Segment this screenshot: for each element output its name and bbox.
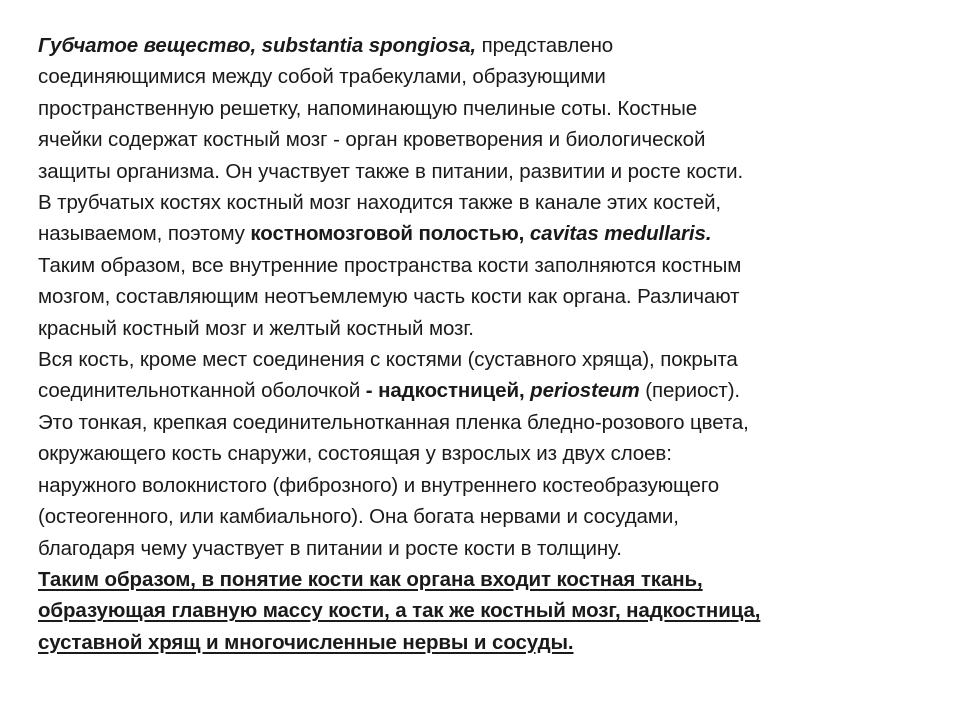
paragraph-spongy-substance <box>38 30 938 187</box>
text-line: Таким образом, все внутренние пространства кости заполняются костным <box>38 253 742 277</box>
text-fragment: соединительнотканной оболочкой <box>38 379 366 403</box>
term-cavitas-medullaris: cavitas medullaris. <box>529 222 712 246</box>
text-line: (остеогенного, или камбиального). Она богата нервами и сосудами, <box>38 505 679 529</box>
text-fragment: называемом, поэтому <box>38 222 251 246</box>
text-line: защиты организма. Он участвует также в питании, развитии и росте кости. <box>38 159 744 183</box>
text-line: наружного волокнистого (фиброзного) и внутреннего костеобразующего <box>38 473 720 497</box>
text-fragment: (периост). <box>639 379 741 403</box>
text-line: Вся кость, кроме мест соединения с костями (суставного хряща), покрыта <box>38 348 738 372</box>
term-spongy-substance: Губчатое вещество, substantia spongiosa, <box>38 34 476 57</box>
conclusion-line: образующая главную массу кости, а так же костный мозг, надкостница, <box>38 599 761 623</box>
text-line: В трубчатых костях костный мозг находится также в канале этих костей, <box>38 191 722 215</box>
paragraph-periosteum <box>38 344 938 564</box>
text-line: окружающего кость снаружи, состоящая у взрослых из двух слоев: <box>38 442 672 466</box>
term-medullary-cavity: костномозговой полостью, <box>250 222 530 246</box>
text-line: мозгом, составляющим неотъемлемую часть кости как органа. Различают <box>38 285 740 309</box>
paragraph-medullary-cavity <box>38 187 938 344</box>
term-periosteum-ru: - надкостницей, <box>365 379 531 403</box>
text-line: красный костный мозг и желтый костный мозг. <box>38 316 474 340</box>
text-line <box>38 30 938 61</box>
text-fragment: представлено <box>475 34 614 57</box>
paragraph-conclusion <box>38 564 938 658</box>
conclusion-line: Таким образом, в понятие кости как органа входит костная ткань, <box>38 567 703 591</box>
slide-text-body <box>38 30 938 658</box>
text-line <box>38 218 938 249</box>
text-line: пространственную решетку, напоминающую пчелиные соты. Костные <box>38 96 698 120</box>
text-line: соединяющимися между собой трабекулами, образующими <box>38 65 606 89</box>
text-line <box>38 375 938 406</box>
term-periosteum-latin: periosteum <box>530 379 640 403</box>
text-line: благодаря чему участвует в питании и росте кости в толщину. <box>38 536 622 560</box>
text-line: Это тонкая, крепкая соединительнотканная пленка бледно-розового цвета, <box>38 410 749 434</box>
text-line: ячейки содержат костный мозг - орган кроветворения и биологической <box>38 128 706 152</box>
conclusion-line: суставной хрящ и многочисленные нервы и сосуды. <box>38 630 574 654</box>
